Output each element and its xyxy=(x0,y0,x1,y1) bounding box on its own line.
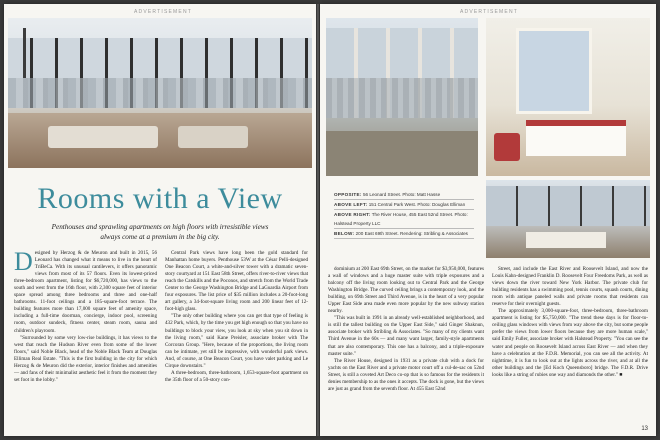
paragraph: Central Park views have long been the gold standard for Manhattan home buyers. Penthouse 53W at the César Pelli-designed One Beacon Court, a white-and-silver tower with a dramatic seven-story courtyard at 151 East 58th Street, offers river-to-river views that reach the Catskills and the Poconos, and stretch from the World Trade Center to the George Washington Bridge and LaGuardia Airport from four exposures. The list price of $35 million includes a 20-foot-long art gallery, a 34-foot-square living room and 200 linear feet of 12-foot-high glass. xyxy=(165,250,308,313)
left-page xyxy=(4,4,316,436)
photo-above-left xyxy=(326,18,478,176)
column-4 xyxy=(492,266,648,434)
paragraph: The approximately 3,000-square-foot, three-bedroom, three-bathroom apartment is listing for $5,750,000. "The trend these days is for floor-to-ceiling glass windows with views from way above the city, but some people prefer the views from lower floors because they are more human scale," said Emily Fuller, associate broker with Halstead Property. "You can see the water and people on Roosevelt Island across East River — and when they have a celebration at the F.D.R. Memorial, you can see all the activity. At nighttime, it is fun to look out at the lights across the river, and at all the other buildings and the [Ed Koch Queensboro] bridge. The F.D.R. Drive looks like a string of rubies one way and diamonds the other." ■ xyxy=(492,308,648,378)
paragraph: Street, and include the East River and Roosevelt Island, and now the Louis Kahn-designed Franklin D. Roosevelt Four Freedoms Park, as well as views down the river toward New York Harbor. The private club for building residents has a swimming pool, tennis courts, squash courts, dining room with antique paneled walls and private rooms that residents can reserve for their overnight guests. xyxy=(492,266,648,308)
right-columns xyxy=(328,266,648,434)
left-columns xyxy=(14,250,308,434)
paragraph: esigned by Herzog & de Meuron and built in 2015, 56 Leonard has changed what it means to live in the heart of TriBeCa. With its unusual cantilevers, it offers panoramic views from most of its 57 floors. Even its lowest-priced three-bedroom apartment, listing for $6,720,000, has views to the south and west from the 16th floor, with 2,300 square feet of interior space spread among three bedrooms and three and one-half bathrooms. 11-foot ceilings and a 185-square-foot terrace. The building features more than 17,000 square feet of amenity space, including a full-time doorman, concierge, indoor pool, screening room, outdoor sundeck, fitness center, steam room, sauna and children's playroom. xyxy=(14,250,157,334)
column-2 xyxy=(165,250,308,434)
article-deck: Penthouses and sprawling apartments on high floors with irresistible views always come at a premium in the big city. xyxy=(51,223,269,241)
page-number: 13 xyxy=(641,426,648,432)
photo-captions xyxy=(334,190,474,239)
hero-photo xyxy=(8,18,312,168)
paragraph: dominium at 200 East 69th Street, on the market for $3,950,000, features a wall of windows and a huge master suite with triple exposures and a balcony off the living room looking out to Central Park and the George Washington Bridge. The curved ceiling brings a contemporary look, and the building, on 69th Street and Third Avenue, is in the heart of a very popular Upper East Side area made even more popular by the new subway station nearby. xyxy=(328,266,484,315)
right-page xyxy=(320,4,656,436)
caption-row: ABOVE LEFT: 151 Central Park West. Photo: Douglas Elliman xyxy=(334,200,474,210)
drop-cap: D xyxy=(14,250,33,276)
caption-row: OPPOSITE: 56 Leonard Street. Photo: Matt Hasse xyxy=(334,190,474,200)
photo-above-right xyxy=(486,18,650,176)
paragraph: "This was built in 1991 in an already well-established neighborhood, and is still the tallest building on the Upper East Side," said Ginger Shaknun, associate broker with Stribling & Associates. "So many of my clients want Third Avenue in the 60s — and many want larger, family-style apartments that are also contemporary. This one has a balcony, and a triple-exposure master suite." xyxy=(328,315,484,357)
paragraph: The River House, designed in 1931 as a private club with a dock for yachts on the East River and a private motor court off a cul-de-sac on 52nd Street, is still a coveted Art Deco co-op that is so famous for the residents it denies membership to as the ones it accepts. The dock is gone, but the views are just as grand from the seventh floor. At 455 East 52nd xyxy=(328,357,484,392)
article-title: Rooms with a View xyxy=(37,182,283,215)
column-3 xyxy=(328,266,484,434)
paragraph: "The only other building where you can get that type of feeling is 432 Park, which, by the time you get high enough so that you have no buildings to block your view, you look at sky when you sit down in the living room," said Kane Preisler, associate broker with The Corcoran Group. "Here, because of the proportions, the living room can be intimate, yet still be impressive, with wonderful park views. And, of course, at One Beacon Court, you have valet parking and Le Cirque downstairs." xyxy=(165,313,308,369)
paragraph: "Surrounded by some very low-rise buildings, it has views to the west that reach the Hudson River even from some of the lower floors," said Noble Black, head of the Noble Black Team at Douglas Elliman Real Estate. "This is the first building in the city for which Herzog & de Meuron did the exterior, interior finishes and amenities — and fans of their minimalist aesthetic feel it from the moment they set foot in the lobby." xyxy=(14,334,157,383)
caption-row: BELOW: 200 East 69th Street. Rendering: Stribling & Associates xyxy=(334,229,474,239)
caption-row: ABOVE RIGHT: The River House, 455 East 52nd Street. Photo: Halstead Property LLC xyxy=(334,210,474,229)
column-1 xyxy=(14,250,157,434)
paragraph: A three-bedroom, three-bathroom, 1,653-square-foot apartment on the 35th floor of a 50-story con- xyxy=(165,369,308,383)
advertisement-tag: ADVERTISEMENT xyxy=(134,9,193,15)
photo-below xyxy=(486,180,650,258)
advertisement-tag: ADVERTISEMENT xyxy=(460,9,519,15)
